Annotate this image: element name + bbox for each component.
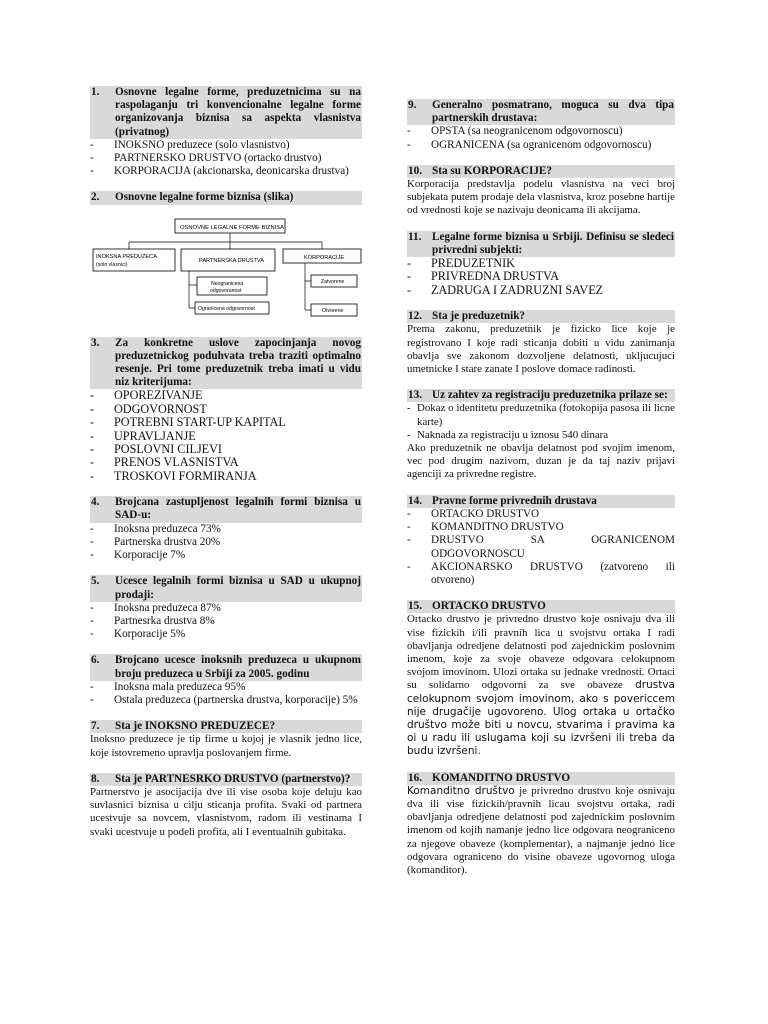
- list-item: - OGRANICENA (sa ogranicenom odgovornoscu): [407, 138, 652, 151]
- section-number: 7.: [91, 720, 100, 733]
- section-number: 16.: [408, 771, 422, 784]
- list-item: - PREDUZETNIK: [407, 256, 515, 271]
- section-number: 14.: [408, 494, 422, 507]
- list-item: - Inoksna mala preduzeca 95%: [90, 680, 246, 693]
- diagram-label: OSNOVNE LEGALNE FORME BIZNISA: [180, 224, 285, 231]
- section-heading: [90, 496, 362, 522]
- section-body: Partnerstvo je asocijacija dve ili vise osoba koje deluju kao suvlasnici biznisa u cilju sticanja profita. Svaki od partnera ucestvuje sa novcem, vlasnistvom, radom ili vestinama I svaki ucestvuje u podeli profita, ali I eventualnih gubitaka.: [90, 785, 362, 838]
- section-5: [90, 575, 362, 641]
- section-7: [90, 720, 362, 760]
- section-body: Prema zakonu, preduzetnik je fizicko lice koje je registrovano I koje radi sticanja dobiti u vidu zanimanja obavlja sve zakonom dozvoljene delatnosti, ukljucujuci umetnicke I stare zanate I poslove domace radinosti.: [407, 323, 675, 376]
- section-title: Sta je PARTNESRKO DRUSTVO (partnerstvo)?: [115, 772, 351, 785]
- section-heading: [90, 773, 362, 786]
- section-title: Osnovne legalne forme biznisa (slika): [115, 191, 294, 204]
- section-number: 4.: [91, 496, 100, 509]
- section-10: [407, 165, 675, 218]
- section-number: 5.: [91, 575, 100, 588]
- list-item: - Dokaz o identitetu preduzetnika (fotokopija pasosa ili licne karte): [407, 402, 675, 428]
- section-heading: [90, 654, 362, 680]
- list-item: - INOKSNO preduzece (solo vlasnistvo): [90, 138, 290, 151]
- bullet-list: [90, 681, 362, 707]
- section-15: [407, 600, 675, 758]
- section-8: [90, 773, 362, 839]
- section-2: [90, 191, 362, 334]
- section-number: 6.: [91, 654, 100, 667]
- section-number: 12.: [408, 310, 422, 323]
- section-3: [90, 337, 362, 484]
- list-item: - Inoksna preduzeca 87%: [90, 601, 221, 614]
- section-heading: [90, 720, 362, 733]
- diagram-label: odgovoranost: [210, 287, 242, 294]
- list-item: - KORPORACIJA (akcionarska, deonicarska drustva): [90, 165, 349, 178]
- section-number: 13.: [408, 389, 422, 402]
- bullet-list: [407, 257, 675, 297]
- section-body: Inoksno preduzece je tip firme u kojoj je vlasnik jedno lice, koje istovremeno upravlja poslovanjem firme.: [90, 733, 362, 759]
- section-body: Ako preduzetnik ne obavlja delatnost pod svojim imenom, vec pod drugim nazivom, duzan je da taj naziv prijavi agenciji za privredne registre.: [407, 442, 675, 481]
- bullet-list: [407, 508, 675, 587]
- section-12: [407, 310, 675, 376]
- section-heading: [407, 99, 675, 125]
- section-heading: [407, 310, 675, 323]
- diagram-label: PARTNERSKA DRUSTVA: [199, 257, 264, 264]
- diagram-label: Zatvorene: [321, 278, 345, 285]
- section-heading: [407, 600, 675, 613]
- bullet-list: [407, 125, 675, 151]
- section-number: 8.: [91, 772, 100, 785]
- section-title: Legalne forme biznisa u Srbiji. Definisu se sledeci privredni subjekti:: [432, 230, 674, 256]
- handwritten-style-text: drustva celokupnom svojom imovinom, ako s povericcem nije drugačije ugovoreno. Ulog ortaka u ortačko društvo može biti u novcu, stvarima i pravima ka oi u radu ili uslugama koji su izvršeni ili treba da budu izvršeni.: [407, 679, 675, 758]
- section-4: [90, 496, 362, 562]
- list-item: - POTREBNI START-UP KAPITAL: [90, 415, 286, 430]
- section-title: Uz zahtev za registraciju preduzetnika prilaze se:: [432, 389, 668, 402]
- section-heading: [90, 191, 362, 204]
- list-item: - UPRAVLJANJE: [90, 428, 196, 443]
- body-text: je privredno drustvo koje osnivaju dva ili vise fizickih/pravnih licau svojstvu ortaka, radi obavljanja odredjene delatnosti pod zajednickim poslovnim imenom od kojih namanje jedno lice odgovara neograniceno za njegove obaveze (komplementar), a najmanje jedno lice odgovara ograniceno do visine obaveze ugovornog uloga (komanditor).: [407, 784, 675, 876]
- section-13: [407, 389, 675, 481]
- list-item: - PARTNERSKO DRUSTVO (ortacko drustvo): [90, 152, 322, 165]
- section-number: 11.: [408, 230, 422, 243]
- list-item: - PRIVREDNA DRUSTVA: [407, 269, 560, 284]
- section-11: [407, 231, 675, 298]
- section-title: Ucesce legalnih formi biznisa u SAD u ukupnoj prodaji:: [115, 575, 361, 601]
- diagram-label: KORPORACIJE: [304, 254, 345, 261]
- section-title: KOMANDITNO DRUSTVO: [432, 771, 571, 784]
- section-title: ORTACKO DRUSTVO: [432, 600, 546, 613]
- bullet-list: [90, 139, 362, 179]
- section-heading: [90, 575, 362, 601]
- section-number: 2.: [91, 191, 100, 204]
- section-title: Sta je preduzetnik?: [432, 310, 526, 323]
- section-heading: [407, 772, 675, 785]
- section-title: Za konkretne uslove zapocinjanja novog preduzetnickog poduhvata treba traziti optimalno resenje. Pri tome preduzetnik treba imati u vidu niz kriterijuma:: [115, 336, 361, 389]
- section-heading: [407, 165, 675, 178]
- body-text: Ortacko drustvo je privredno drustvo koje osnivaju dva ili vise fizickih i/ili pravnih lica u svojstvu ortaka I radi obavljanja odredjene delatnosti pod zajednickim poslovnim imenom, koje za svoje obaveze odgovara celokupnom svojom imovinom. Ulozi ortaka su jednake vrednosti. Ortaci su solidarno odgovorni za sve obaveze: [407, 613, 675, 692]
- bullet-list: [407, 402, 675, 442]
- bullet-list: [90, 389, 362, 483]
- section-title: Brojcano ucesce inoksnih preduzeca u ukupnom broju preduzeca u Srbiji za 2005. godinu: [115, 654, 361, 680]
- section-title: Pravne forme privrednih drustava: [432, 494, 597, 507]
- diagram-label: (solo vlasnici): [96, 261, 128, 268]
- section-body: [407, 613, 675, 758]
- section-number: 15.: [408, 600, 422, 613]
- bullet-list: [90, 523, 362, 563]
- section-heading: [407, 231, 675, 257]
- section-title: Sta su KORPORACIJE?: [432, 164, 552, 177]
- diagram-label: INOKSNA PREDUZECA: [96, 253, 157, 260]
- diagram-label: Otvorene: [322, 307, 344, 314]
- section-heading: [90, 337, 362, 390]
- list-item: - POSLOVNI CILJEVI: [90, 442, 222, 457]
- section-number: 9.: [408, 99, 417, 111]
- list-item: - ODGOVORNOST: [90, 401, 207, 416]
- section-title: Osnovne legalne forme, preduzetnicima su na raspolaganju tri konvencionalne legalne forme organizovanja biznisa sa aspekta vlasnistva (privatnog): [115, 86, 361, 138]
- section-heading: [407, 389, 675, 402]
- list-item: - AKCIONARSKO DRUSTVO (zatvoreno ili otvoreno): [407, 560, 675, 586]
- right-column: [407, 99, 675, 877]
- list-item: - Naknada za registraciju u iznosu 540 dinara: [407, 428, 609, 441]
- section-9: [407, 99, 675, 152]
- diagram-label: Neogranicena: [211, 280, 244, 287]
- section-16: [407, 772, 675, 878]
- left-column: [90, 86, 362, 839]
- section-body: Korporacija predstavlja podelu vlasnistva na veci broj subjekata putem prodaje dela vlasnistva, kroz posebne hartije od vrednosti koje se nazivaju deonicama ili akcijama.: [407, 178, 675, 217]
- section-number: 1.: [91, 86, 100, 98]
- list-item: - Inoksna preduzeca 73%: [90, 522, 221, 535]
- diagram-label: Ogranicena odgovornost: [198, 305, 255, 312]
- handwritten-style-text: Komanditno društvo: [407, 784, 515, 797]
- list-item: - OPSTA (sa neogranicenom odgovornoscu): [407, 125, 623, 138]
- section-1: [90, 86, 362, 178]
- list-item: - DRUSTVO SA OGRANICENOM ODGOVORNOSCU: [407, 534, 675, 560]
- list-item: - Ostala preduzeca (partnerska drustva, korporacije) 5%: [90, 693, 358, 706]
- section-title: Sta je INOKSNO PREDUZECE?: [115, 720, 276, 733]
- section-title: Brojcana zastupljenost legalnih formi biznisa u SAD-u:: [115, 496, 361, 522]
- list-item: - Partnerska drustva 20%: [90, 535, 221, 548]
- section-heading: [407, 495, 675, 508]
- bullet-list: [90, 602, 362, 642]
- section-title: Generalno posmatrano, moguca su dva tipa partnerskih drustava:: [432, 99, 674, 125]
- legal-forms-diagram: [87, 215, 367, 335]
- list-item: - KOMANDITNO DRUSTVO: [407, 521, 564, 534]
- list-item: - Korporacije 5%: [90, 628, 186, 641]
- section-number: 10.: [408, 164, 422, 177]
- section-number: 3.: [91, 336, 100, 349]
- list-item: - ZADRUGA I ZADRUZNI SAVEZ: [407, 282, 604, 297]
- section-14: [407, 495, 675, 587]
- list-item: - OPOREZIVANJE: [90, 388, 203, 403]
- section-body: [407, 785, 675, 877]
- list-item: - PRENOS VLASNISTVA: [90, 455, 239, 470]
- list-item: - ORTACKO DRUSTVO: [407, 507, 540, 520]
- list-item: - Korporacije 7%: [90, 549, 186, 562]
- section-heading: [90, 86, 362, 139]
- list-item: - TROSKOVI FORMIRANJA: [90, 468, 257, 483]
- list-item: - Partnesrka drustva 8%: [90, 614, 215, 627]
- section-6: [90, 654, 362, 707]
